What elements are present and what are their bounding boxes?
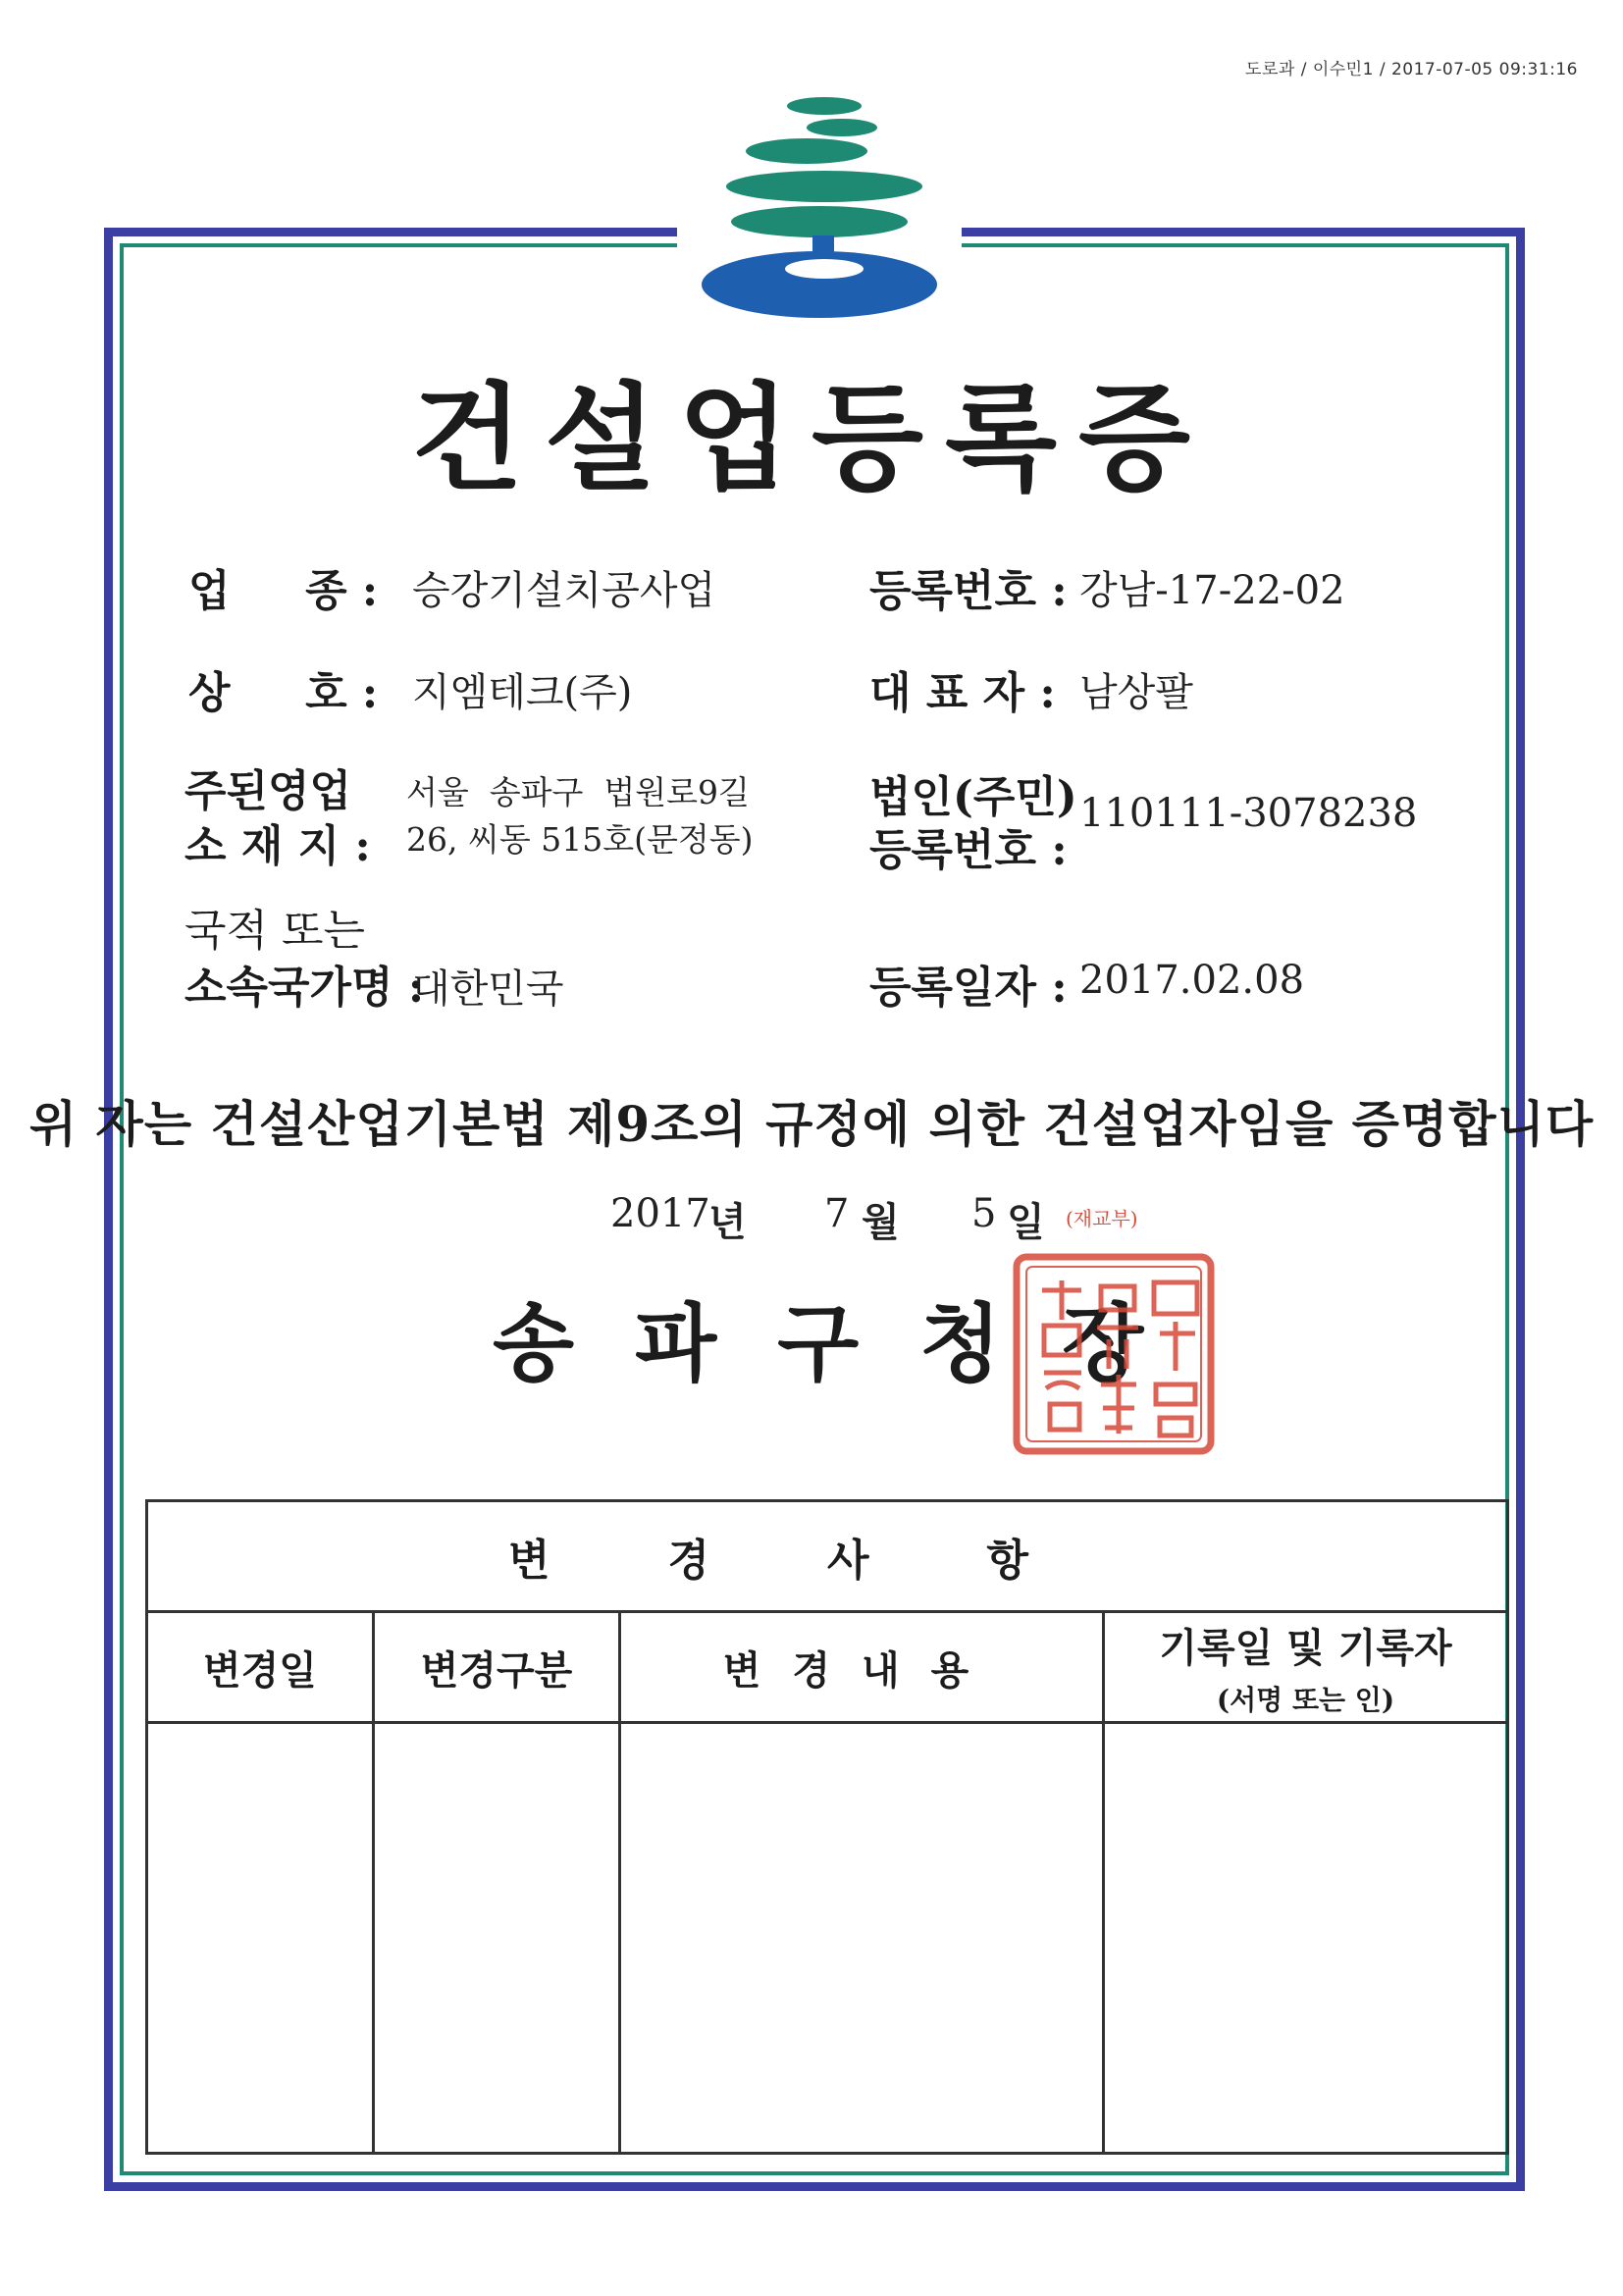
address-label-line1: 주된영업 xyxy=(184,766,352,816)
nationality-label-line1: 국적 또는 xyxy=(184,906,366,956)
issuer-name: 송파구청장 xyxy=(493,1294,1205,1393)
col-record-date-recorder xyxy=(1104,1612,1508,1723)
col-change-date: 변경일 xyxy=(147,1612,374,1723)
address-label-line2: 소 재 지 : xyxy=(184,821,371,871)
certification-statement: 위 자는 건설산업기본법 제9조의 규정에 의한 건설업자임을 증명합니다 xyxy=(28,1095,1595,1153)
issue-year: 2017 xyxy=(610,1191,710,1236)
col-record-label: 기록일 및 기록자 xyxy=(1159,1624,1452,1671)
corp-no-label-line2: 등록번호 : xyxy=(869,825,1068,875)
company-value: 지엠테크(주) xyxy=(412,670,633,715)
issue-day: 5 xyxy=(971,1191,997,1236)
official-seal-icon xyxy=(1011,1251,1217,1457)
songpa-emblem-icon xyxy=(677,88,962,324)
empty-cell-change-date xyxy=(147,1723,374,2154)
representative-label: 대 표 자 : xyxy=(869,668,1056,718)
reissue-note: (재교부) xyxy=(1066,1207,1138,1230)
company-label: 상 호 : xyxy=(188,668,379,718)
nationality-label-line2: 소속국가명 : xyxy=(184,963,425,1013)
issue-day-unit: 일 xyxy=(1007,1199,1045,1245)
reg-no-label: 등록번호 : xyxy=(869,566,1068,616)
col-change-content-label: 변경내용 xyxy=(722,1646,1001,1694)
address-value-line1: 서울 송파구 법원로9길 xyxy=(406,773,750,811)
col-change-type: 변경구분 xyxy=(374,1612,620,1723)
empty-cell-record xyxy=(1104,1723,1508,2154)
reg-date-value: 2017.02.08 xyxy=(1079,958,1305,1003)
reg-date-label: 등록일자 : xyxy=(869,963,1068,1013)
col-record-sublabel: (서명 또는 인) xyxy=(1216,1683,1395,1716)
reg-no-value: 강남-17-22-02 xyxy=(1079,568,1345,613)
representative-value: 남상팔 xyxy=(1079,670,1193,715)
document-title: 건설업등록증 xyxy=(411,370,1212,506)
corp-no-value: 110111-3078238 xyxy=(1079,791,1418,836)
corp-no-label-line1: 법인(주민) xyxy=(869,772,1077,822)
empty-cell-change-type xyxy=(374,1723,620,2154)
industry-label: 업 종 : xyxy=(188,566,379,616)
nationality-value: 대한민국 xyxy=(412,966,564,1012)
changes-table-title: 변경사항 xyxy=(147,1501,1508,1612)
issue-month: 7 xyxy=(824,1191,850,1236)
col-change-content xyxy=(620,1612,1104,1723)
issue-year-unit: 년 xyxy=(708,1199,747,1245)
empty-cell-change-content xyxy=(620,1723,1104,2154)
industry-value: 승강기설치공사업 xyxy=(412,568,716,613)
issue-month-unit: 월 xyxy=(862,1199,900,1245)
address-value-line2: 26, 씨동 515호(문정동) xyxy=(406,820,754,859)
changes-table xyxy=(145,1499,1509,2155)
print-header-stamp: 도로과 / 이수민1 / 2017-07-05 09:31:16 xyxy=(1245,60,1578,79)
